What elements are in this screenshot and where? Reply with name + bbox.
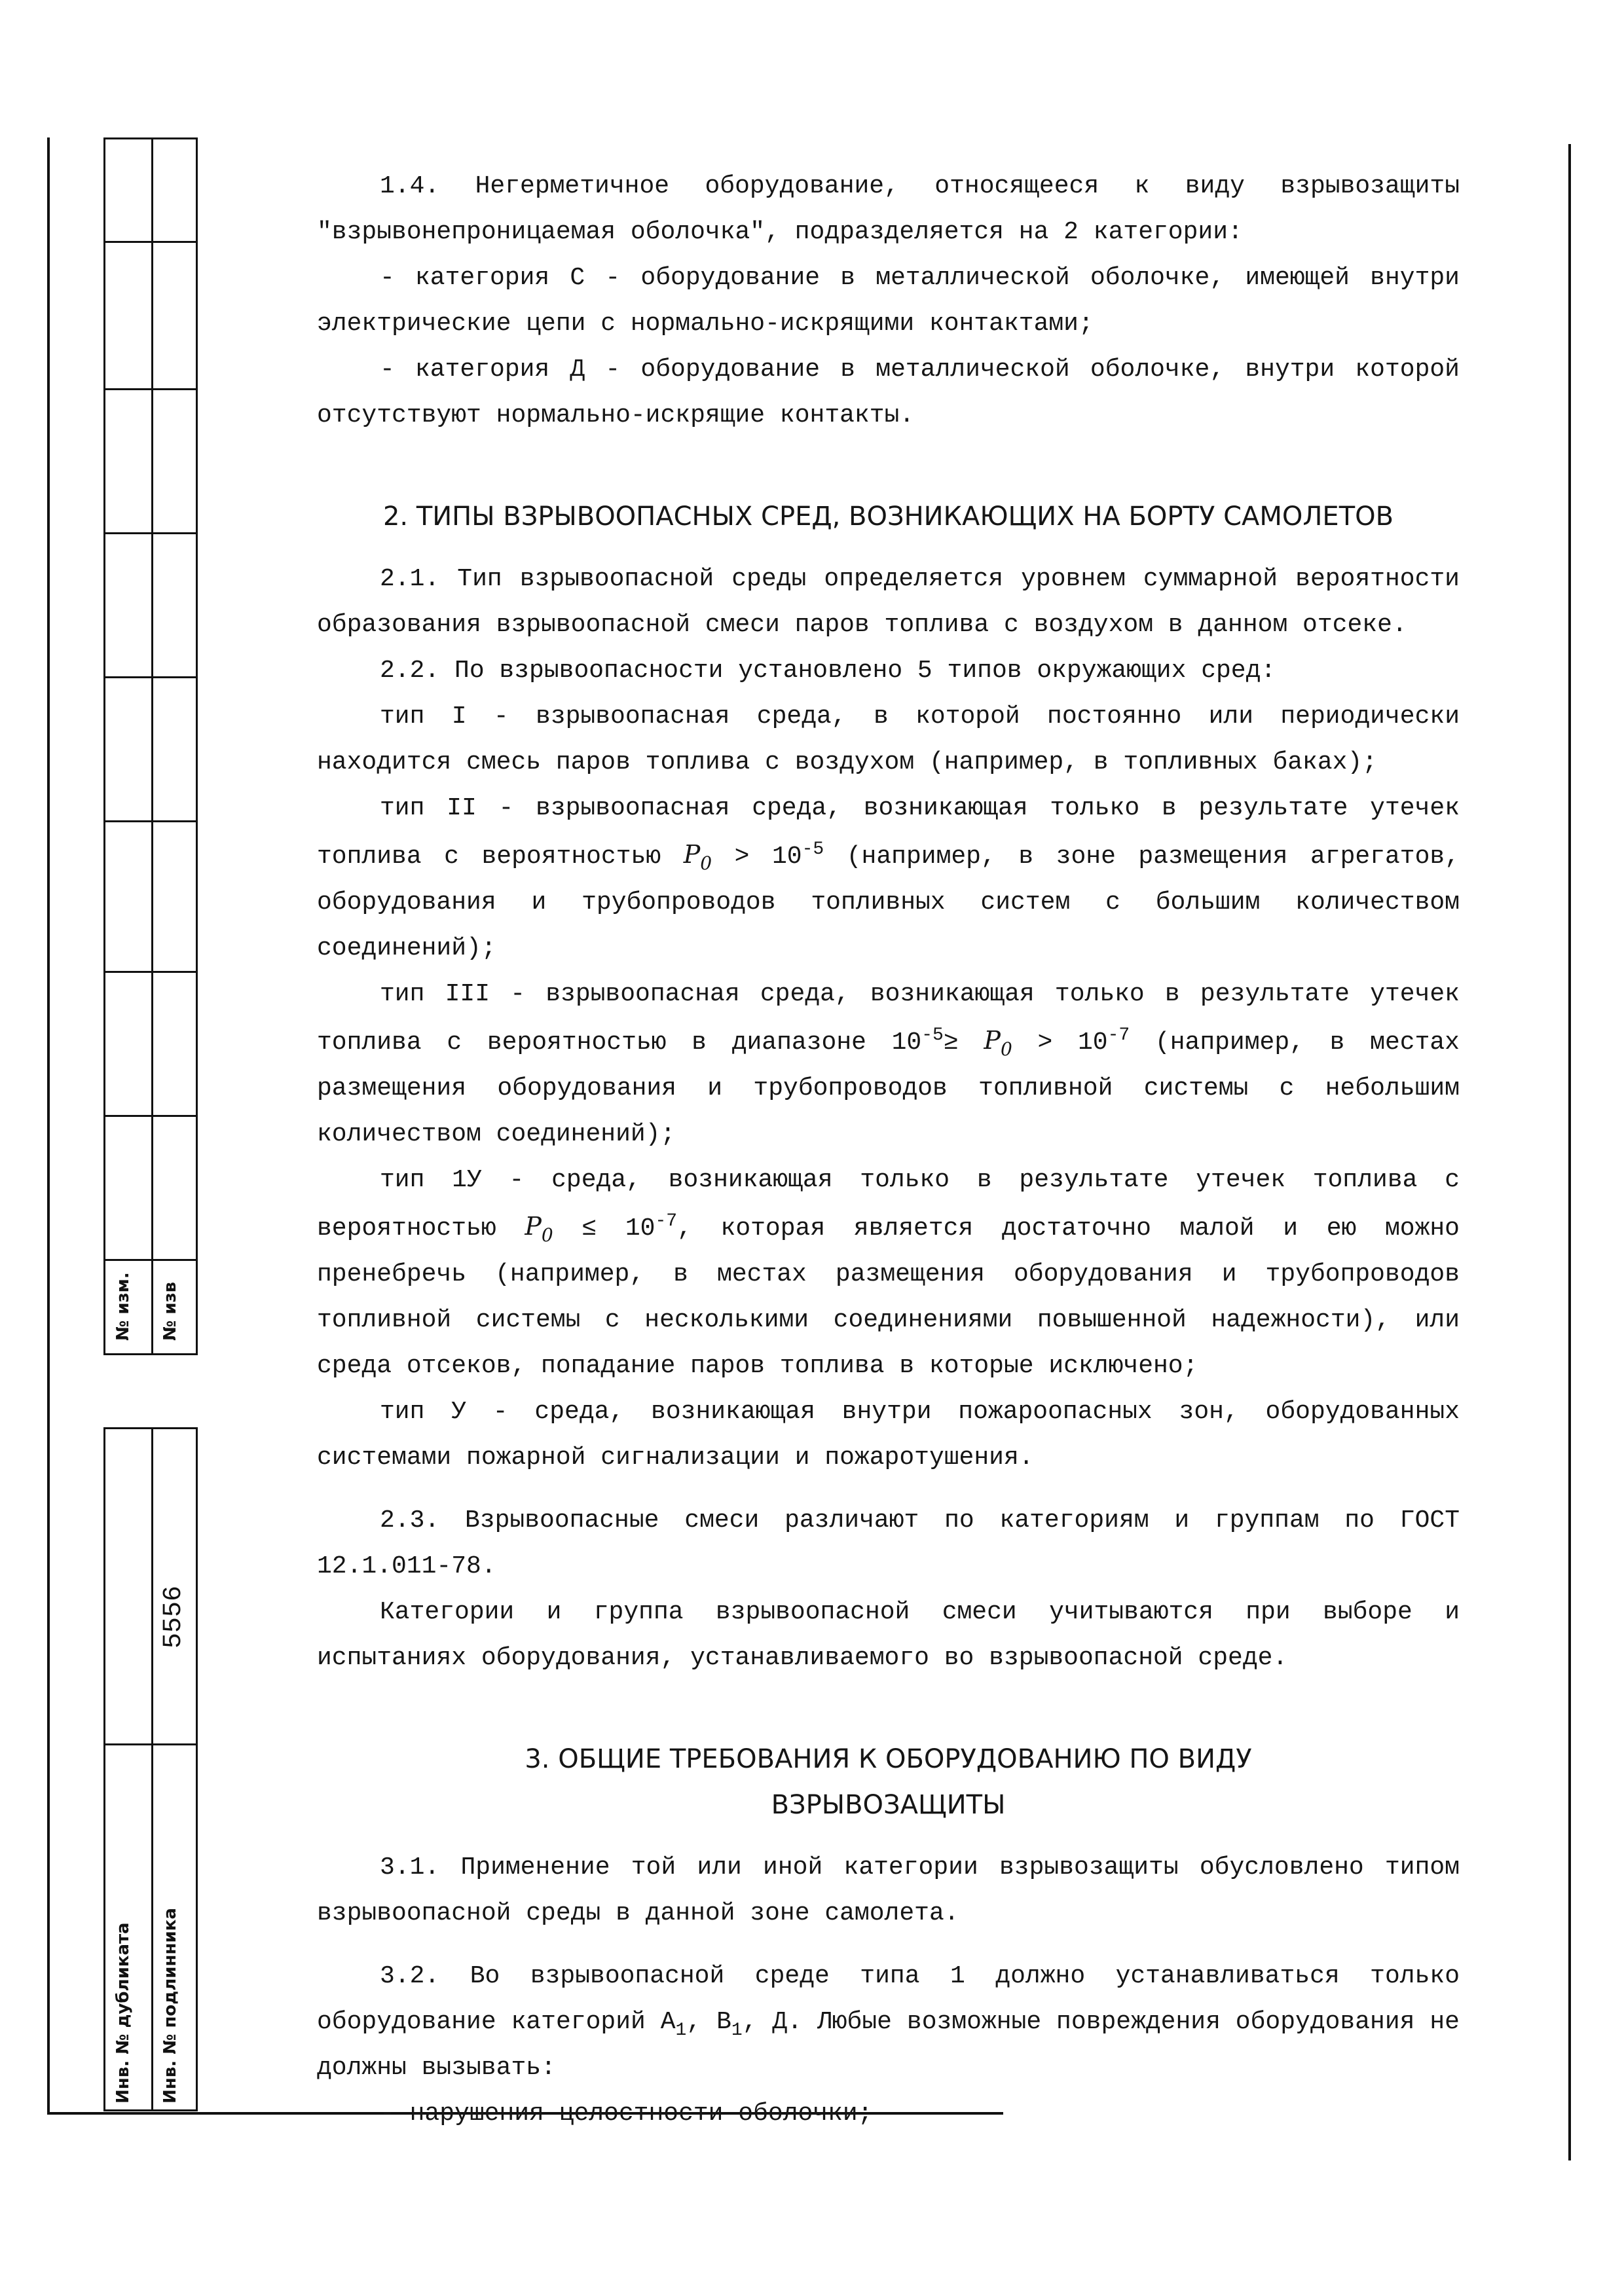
env-type-4: тип 1У - среда, возникающая только в результате утечек топлива с вероятностью $P_0 \le 10^{-7}$, которая является достаточно малой и ею можно пренебречь (например, в местах размещения оборудования и трубопроводов топливной системы с несколькими соединениями повышенной надежности), или среда отсеков, попадание паров топлива в которые исключено; — [317, 1166, 1460, 1380]
env-type-1: тип I - взрывоопасная среда, в которой постоянно или периодически находится смесь паров топлива с воздухом (например, в топливных баках); — [317, 702, 1460, 776]
duplicate-inventory-label: Инв. № дубликата — [113, 1922, 133, 2104]
notice-number-label: № изв — [160, 1281, 180, 1341]
section-2-heading: 2. ТИПЫ ВЗРЫВООПАСНЫХ СРЕД, ВОЗНИКАЮЩИХ НА БОРТУ САМОЛЕТОВ — [382, 501, 1394, 532]
section-3-heading-line-2: ВЗРЫВОЗАЩИТЫ — [771, 1790, 1006, 1820]
para-3-2: 3.2. Во взрывоопасной среде типа 1 должно устанавливаться только оборудование категорий $А_1$, $В_1$, Д. Любые возможные повреждения оборудования не должны вызывать: — [317, 1962, 1460, 2082]
para-2-3: 2.3. Взрывоопасные смеси различают по категориям и группам по ГОСТ 12.1.011-78. — [317, 1506, 1460, 1580]
env-type-5: тип У - среда, возникающая внутри пожароопасных зон, оборудованных системами пожарной сигнализации и пожаротушения. — [317, 1398, 1460, 1472]
para-1-4: 1.4. Негерметичное оборудование, относящееся к виду взрывозащиты "взрывонепроницаемая оболочка", подразделяется на 2 категории: — [317, 172, 1460, 246]
env-type-3: тип III - взрывоопасная среда, возникающая только в результате утечек топлива с вероятностью в диапазоне $10^{-5}\ge P_0 > 10^{-7}$ (например, в местах размещения оборудования и трубопроводов топливной системы с небольшим количеством соединений); — [317, 980, 1460, 1148]
original-inventory-label: Инв. № подлинника — [160, 1908, 180, 2104]
change-number-label: № изм. — [113, 1272, 133, 1341]
frame-right-border — [1568, 144, 1571, 2160]
para-1-4-category-d: - категория Д - оборудование в металлической оболочке, внутри которой отсутствуют нормально-искрящие контакты. — [317, 355, 1460, 429]
inventory-number: 5556 — [159, 1585, 189, 1649]
para-1-4-category-c: - категория С - оборудование в металлической оболочке, имеющей внутри электрические цепи с нормально-искрящими контактами; — [317, 264, 1460, 338]
body-text — [317, 164, 1460, 2137]
margin-block-bottom — [103, 1427, 198, 2111]
para-3-2-item: - нарушения целостности оболочки; — [380, 2100, 873, 2128]
para-2-1: 2.1. Тип взрывоопасной среды определяется уровнем суммарной вероятности образования взрывоопасной смеси паров топлива с воздухом в данном отсеке. — [317, 565, 1460, 639]
para-2-3-categories: Категории и группа взрывоопасной смеси учитываются при выборе и испытаниях оборудования, устанавливаемого во взрывоопасной среде. — [317, 1598, 1460, 1672]
para-3-1: 3.1. Применение той или иной категории взрывозащиты обусловлено типом взрывоопасной среды в данной зоне самолета. — [317, 1853, 1460, 1927]
margin-block-top — [103, 137, 198, 1355]
section-3-heading-line-1: 3. ОБЩИЕ ТРЕБОВАНИЯ К ОБОРУДОВАНИЮ ПО ВИДУ — [525, 1744, 1252, 1774]
para-2-2: 2.2. По взрывоопасности установлено 5 типов окружающих сред: — [380, 657, 1276, 685]
env-type-2: тип II - взрывоопасная среда, возникающая только в результате утечек топлива с вероятностью $P_0 > 10^{-5}$ (например, в зоне размещения агрегатов, оборудования и трубопроводов топливных систем с большим количеством соединений); — [317, 794, 1460, 962]
frame-left-border — [47, 137, 50, 2115]
